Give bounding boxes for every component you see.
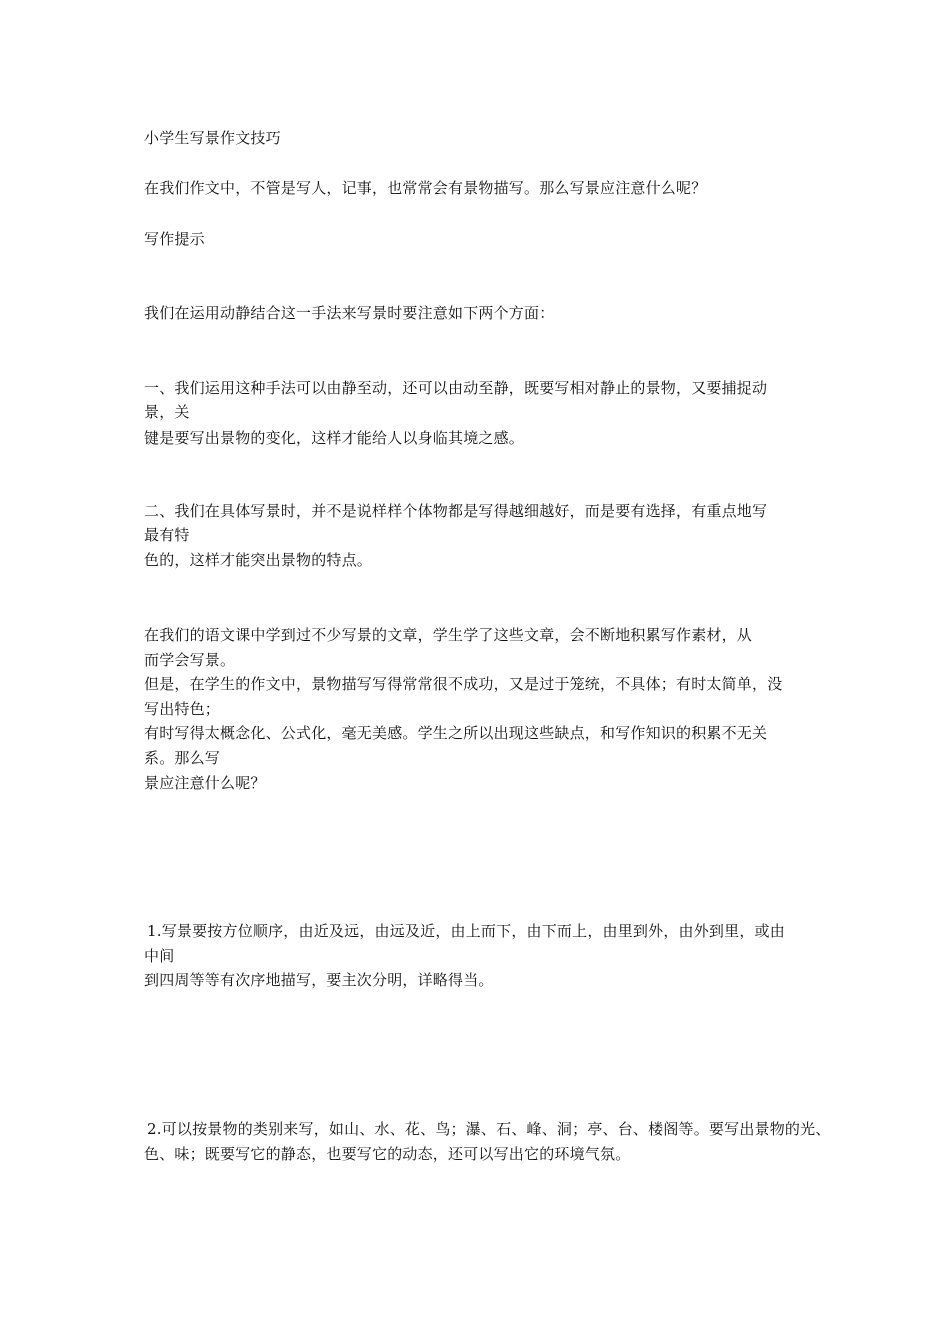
document-title: 小学生写景作文技巧 [144,129,281,147]
point-one-line: 键是要写出景物的变化，这样才能给人以身临其境之感。 [144,429,525,447]
discussion-line: 写出特色； [144,700,221,718]
tip-two-line: 2.可以按景物的类别来写，如山、水、花、鸟；瀑、石、峰、洞；亭、台、楼阁等。要写出景物的光、 [147,1120,831,1138]
point-two-line: 二、我们在具体写景时，并不是说样样个体物都是写得越细越好，而是要有选择，有重点地写 [144,502,768,520]
point-two-line: 最有特 [144,526,190,544]
discussion-line: 在我们的语文课中学到过不少写景的文章，学生学了这些文章，会不断地积累写作素材，从 [144,626,753,644]
tip-two-line: 色、味；既要写它的静态，也要写它的动态，还可以写出它的环境气氛。 [144,1145,631,1163]
lead-paragraph: 我们在运用动静结合这一手法来写景时要注意如下两个方面： [144,304,555,322]
point-two-line: 色的，这样才能突出景物的特点。 [144,551,373,569]
section-heading: 写作提示 [144,230,205,248]
tip-one-line: 到四周等等有次序地描写，要主次分明，详略得当。 [144,971,494,989]
discussion-line: 有时写得太概念化、公式化，毫无美感。学生之所以出现这些缺点，和写作知识的积累不无关 [144,724,768,742]
discussion-line: 景应注意什么呢？ [144,774,266,792]
point-one-line: 一、我们运用这种手法可以由静至动，还可以由动至静，既要写相对静止的景物，又要捕捉动 [144,379,768,397]
tip-one-line: 中间 [144,947,175,965]
tip-one-line: 1.写景要按方位顺序，由近及远，由远及近，由上而下，由下而上，由里到外，由外到里，或由 [147,922,785,940]
discussion-line: 但是，在学生的作文中，景物描写写得常常很不成功，又是过于笼统，不具体；有时太简单，没 [144,675,783,693]
point-one-line: 景，关 [144,403,190,421]
discussion-line: 而学会写景。 [144,651,236,669]
intro-paragraph: 在我们作文中，不管是写人，记事，也常常会有景物描写。那么写景应注意什么呢？ [144,179,707,197]
discussion-line: 系。那么写 [144,749,221,767]
